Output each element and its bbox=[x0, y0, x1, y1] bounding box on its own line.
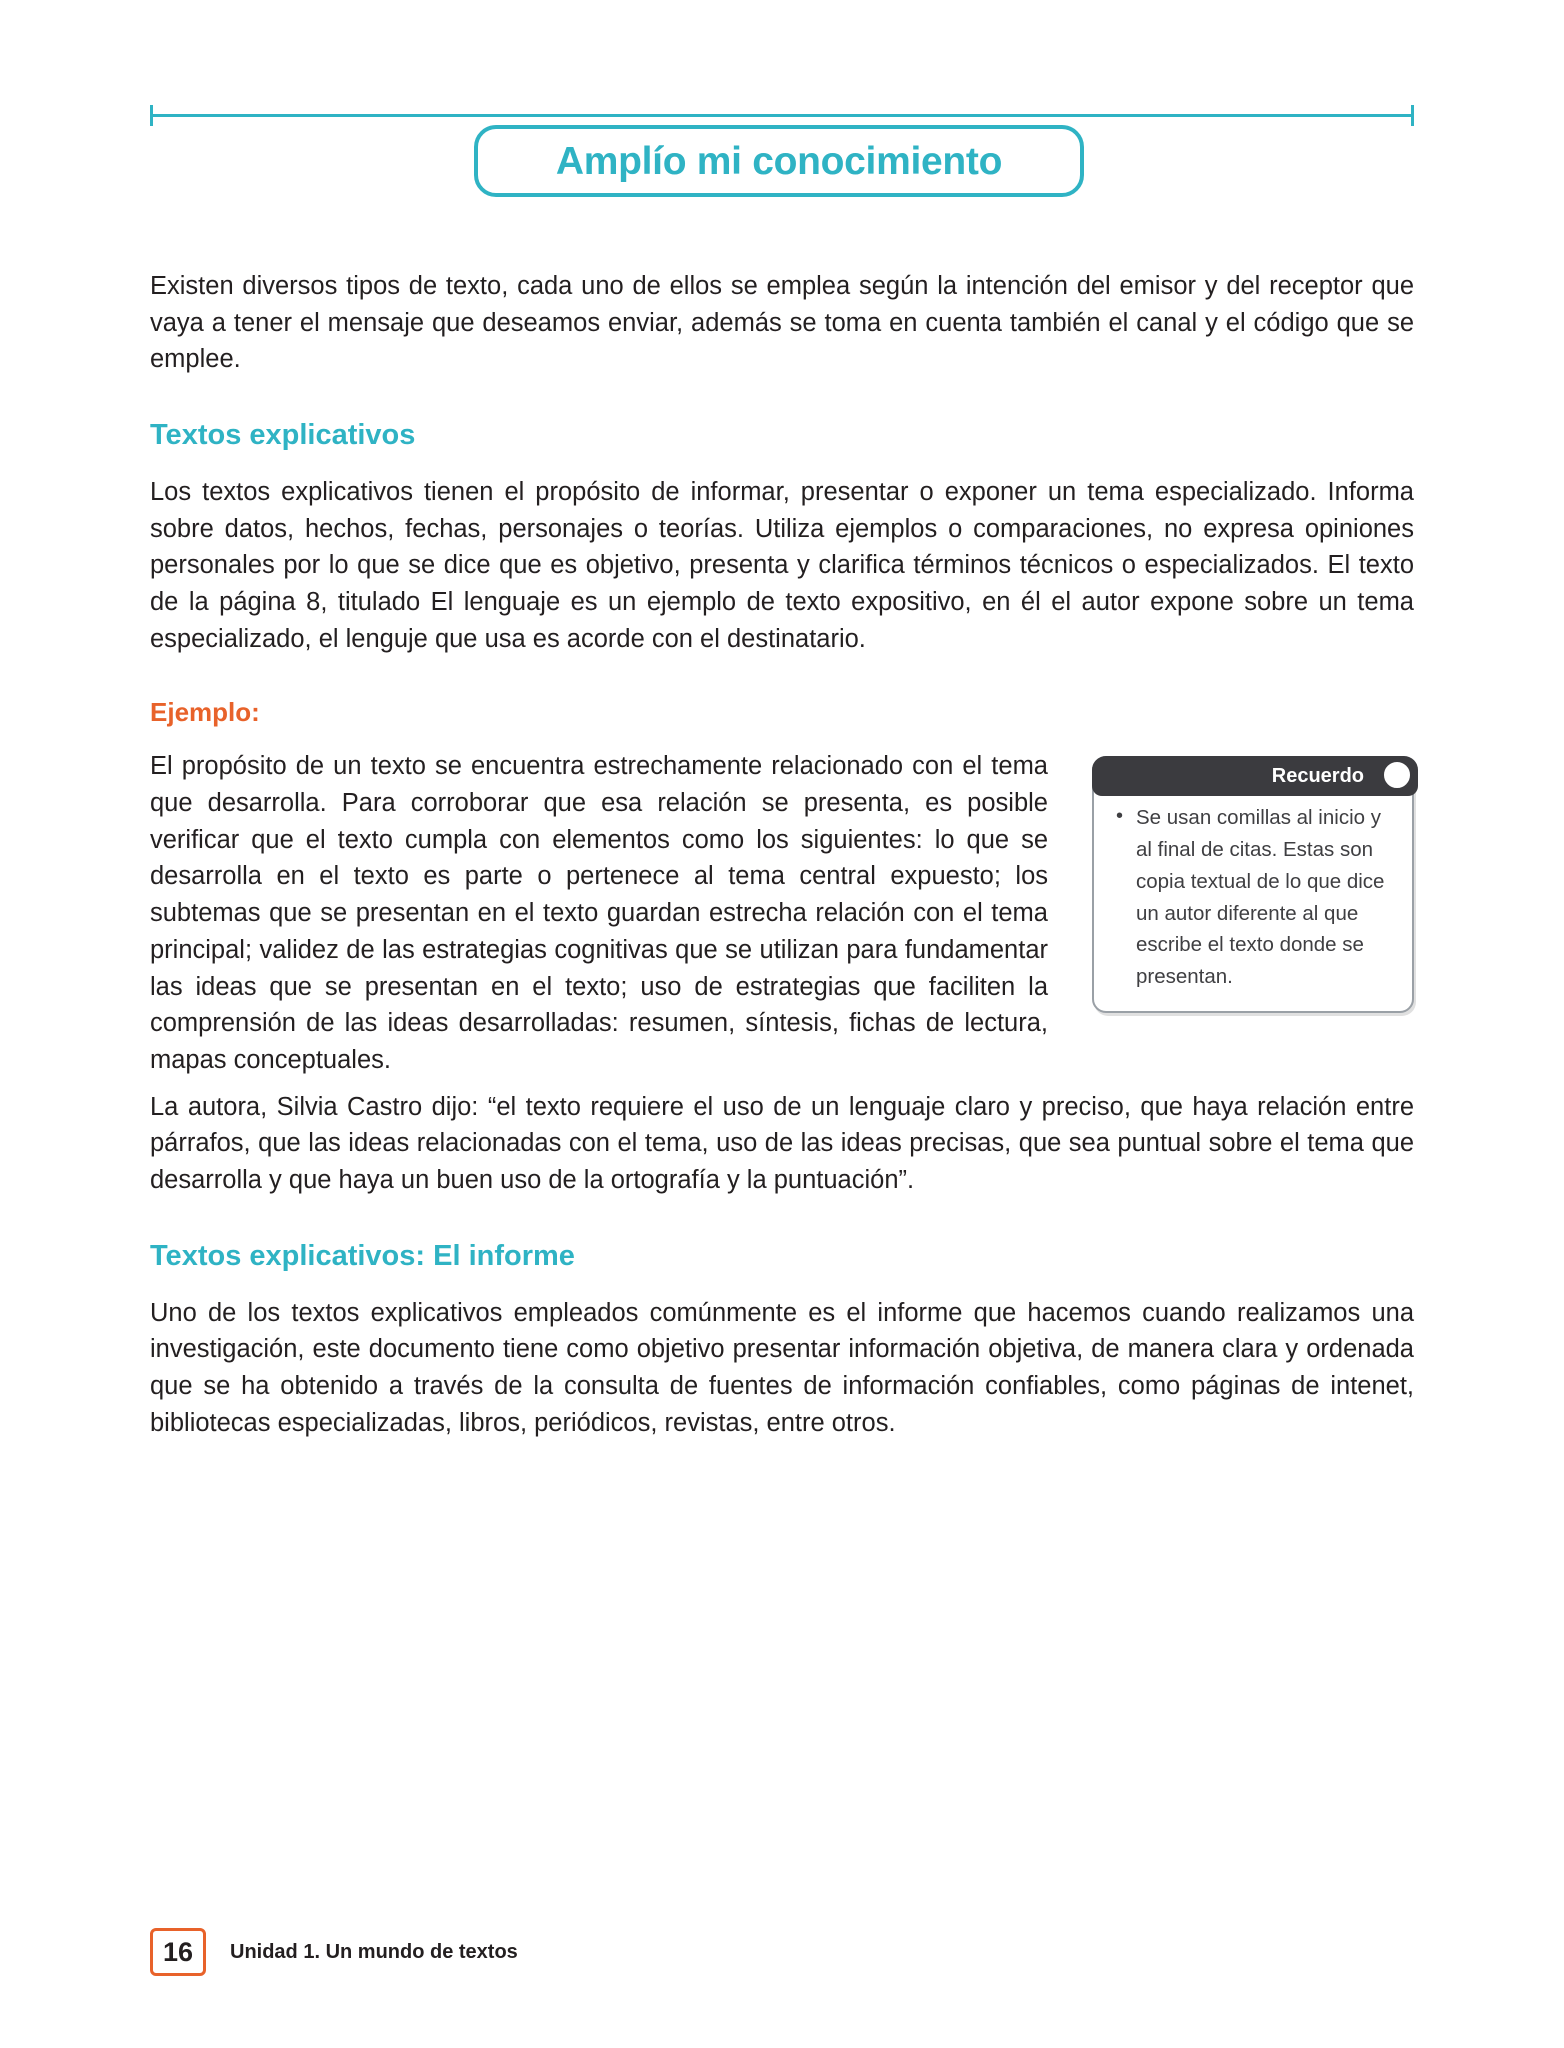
callout-header bbox=[1092, 756, 1418, 796]
page-footer bbox=[150, 1928, 518, 1976]
callout-list bbox=[1110, 802, 1396, 993]
section-heading-el-informe: Textos explicativos: El informe bbox=[150, 1239, 575, 1272]
footer-unit-label: Unidad 1. Un mundo de textos bbox=[230, 1941, 518, 1963]
callout-title: Recuerdo bbox=[1271, 765, 1364, 788]
example-label: Ejemplo: bbox=[150, 696, 260, 727]
callout-float-wrapper bbox=[1092, 756, 1414, 1013]
example-paragraph-1: El propósito de un texto se encuentra estrechamente relacionado con el tema que desarrolla. Para corroborar que esa relación se presenta, es posible verificar que el texto cumpla con elementos como los siguientes: lo que se desarrolla en el texto es parte o pertenece al tema central expuesto; los subtemas que se presentan en el texto guardan estrecha relación con el tema principal; validez de las estrategias cognitivas que se utilizan para fundamentar las ideas que se presentan en el texto; uso de estrategias que faciliten la comprensión de las ideas desarrolladas: resumen, síntesis, fichas de lectura, mapas conceptuales. bbox=[150, 752, 1048, 1074]
page-content bbox=[150, 268, 1414, 1442]
page-title: Amplío mi conocimiento bbox=[555, 139, 1003, 183]
page-title-pill bbox=[474, 125, 1084, 197]
example-with-callout bbox=[150, 748, 1414, 1088]
example-paragraph-2: La autora, Silvia Castro dijo: “el texto requiere el uso de un lenguaje claro y preciso, que haya relación entre párrafos, que las ideas relacionadas con el tema, uso de las ideas precisas, que sea puntual sobre el tema que desarrolla y que haya un buen uso de la ortografía y la puntuación”. bbox=[150, 1092, 1414, 1195]
list-item: • Se usan comillas al inicio y al final de citas. Estas son copia textual de lo que dice un autor diferente al que escribe el texto donde se presentan. bbox=[1136, 802, 1396, 993]
page-number: 16 bbox=[162, 1936, 194, 1967]
section2-paragraph: Uno de los textos explicativos empleados comúnmente es el informe que hacemos cuando realizamos una investigación, este documento tiene como objetivo presentar información objetiva, de manera clara y ordenada que se ha obtenido a través de la consulta de fuentes de información confiables, como páginas de intenet, bibliotecas especializadas, libros, periódicos, revistas, entre otros. bbox=[150, 1298, 1414, 1437]
page-number-box bbox=[150, 1928, 206, 1976]
recuerdo-callout bbox=[1092, 756, 1414, 1013]
section1-paragraph: Los textos explicativos tienen el propósito de informar, presentar o exponer un tema especializado. Informa sobre datos, hechos, fechas, personajes o teorías. Utiliza ejemplos o comparaciones, no expresa opiniones personales por lo que se dice que es objetivo, presenta y clarifica términos técnicos o especializados. El texto de la página 8, titulado El lenguaje es un ejemplo de texto expositivo, en él el autor expone sobre un tema especializado, el lenguje que usa es acorde con el destinatario. bbox=[150, 478, 1414, 653]
intro-paragraph: Existen diversos tipos de texto, cada uno de ellos se emplea según la intención del emisor y del receptor que vaya a tener el mensaje que deseamos enviar, además se toma en cuenta también el canal y el código que se emplee. bbox=[150, 272, 1414, 374]
circle-icon bbox=[1380, 758, 1414, 792]
header-rule bbox=[150, 114, 1414, 117]
section-heading-textos-explicativos: Textos explicativos bbox=[150, 419, 416, 452]
